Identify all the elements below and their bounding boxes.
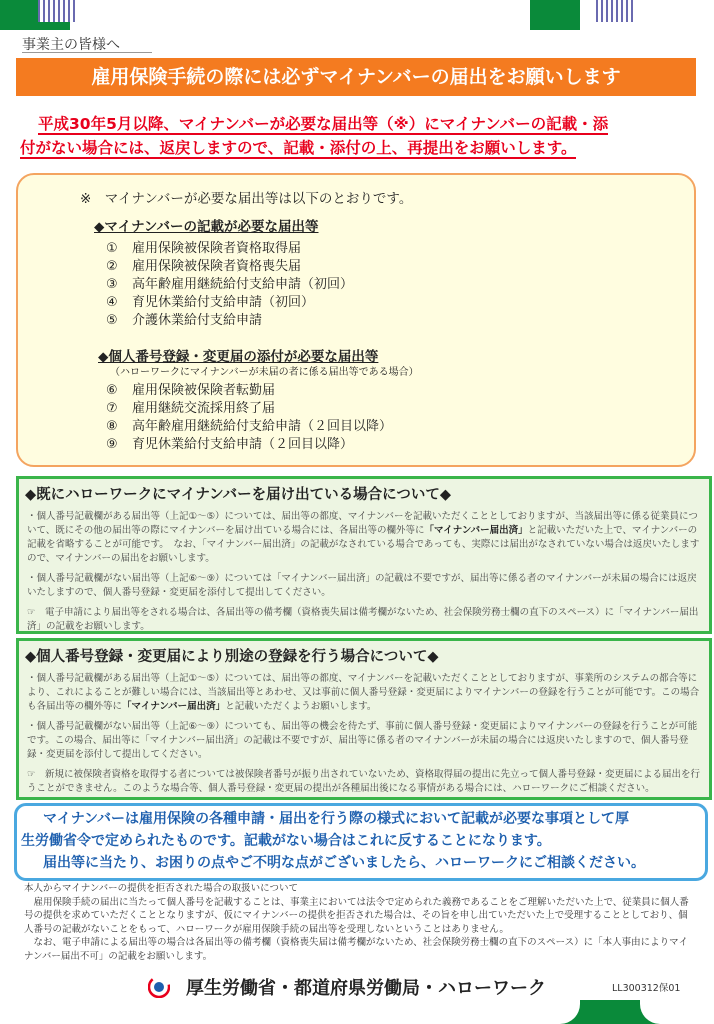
blue-line-3: 届出等に当たり、お困りの点やご不明な点がございましたら、ハローワークにご相談ください。 <box>43 855 645 871</box>
list-item: ④ 育児休業給付支給申請（初回） <box>106 295 315 310</box>
blue-line-1: マイナンバーは雇用保険の各種申請・届出を行う際の様式において記載が必要な事項として厚 <box>43 811 630 827</box>
list-item: ⑦ 雇用継続交流採用終了届 <box>106 401 276 416</box>
note-heading: 本人からマイナンバーの提供を拒否された場合の取扱いについて <box>24 883 298 894</box>
section2-subnote: （ハローワークにマイナンバーが未届の者に係る届出等である場合） <box>110 367 419 378</box>
already-submitted-box <box>16 476 712 634</box>
footer-organization: 厚生労働省・都道府県労働局・ハローワーク <box>186 978 546 999</box>
box-a-paragraph-2: ・個人番号記載欄がない届出等（上記⑥～⑨）については「マイナンバー届出済」の記載は不要ですが、届出等に係る者のマイナンバーが未届の場合には返戻いたしますので、個人番号登録・変更届を添付して提出してください。 <box>27 573 697 598</box>
separate-registration-box <box>16 638 712 800</box>
box-b-paragraph-1: ・個人番号記載欄がある届出等（上記①～⑤）については、届出等の都度、マイナンバーを記載いただくこととしておりますが、事業所のシステムの都合等により、これによることが難しい場合には、当該届出等とあわせ、又は事前に個人番号登録・変更届によりマイナンバーの登録を行うことが可能です。この場合も各届出等の欄外等に「マイナンバー届出済」と記載いただくようお願いします。 <box>27 673 700 712</box>
greeting: 事業主の皆様へ <box>22 37 120 53</box>
list-item: ⑤ 介護休業給付支給申請 <box>106 313 263 328</box>
mhlw-logo-icon <box>148 976 170 998</box>
required-forms-box <box>16 173 696 467</box>
note-paragraph-2: なお、電子申請による届出等の場合は各届出等の備考欄（資格喪失届は備考欄がないため、社会保険労務士欄の直下のスペース）に「本人事由によりマイナンバー届出不可」の記載をお願いします。 <box>24 937 688 962</box>
document-code: LL300312保01 <box>612 983 681 994</box>
section2-heading: ◆個人番号登録・変更届の添付が必要な届出等 <box>98 349 379 365</box>
box-a-paragraph-1: ・個人番号記載欄がある届出等（上記①～⑤）については、届出等の都度、マイナンバーを記載いただくこととしておりますが、当該届出等に係る従業員について、既にその他の届出等の際にマイナンバーを届け出ている場合には、各届出等の欄外等に「マイナンバー届出済」と記載いただいた上で、マイナンバーの記載を省略することが可能です。 なお、「マイナンバー届出済」の記載がなされている場合であっても、実際には届出がなされていない場合は返戻いたしますので、マイナンバーの届出をお願いします。 <box>27 511 700 564</box>
list-item: ⑥ 雇用保険被保険者転勤届 <box>106 383 276 398</box>
list-item: ⑨ 育児休業給付支給申請（２回目以降） <box>106 437 354 452</box>
list-item: ② 雇用保険被保険者資格喪失届 <box>106 259 302 274</box>
blue-line-2: 生労働省令で定められたものです。記載がない場合はこれに反することになります。 <box>21 833 551 849</box>
box-b-paragraph-2: ・個人番号記載欄がない届出等（上記⑥～⑨）についても、届出等の機会を待たず、事前に個人番号登録・変更届によりマイナンバーの登録を行うことが可能です。この場合、届出等に「マイナンバー届出済」の記載は不要ですが、届出等に係る者のマイナンバーが未届の場合には返戻いたしますので、個人番号登録・変更届を添付して提出してください。 <box>27 721 698 760</box>
list-item: ③ 高年齢雇用継続給付支給申請（初回） <box>106 277 354 292</box>
return-notice <box>20 112 700 160</box>
box-a-heading: ◆既にハローワークにマイナンバーを届け出ている場合について◆ <box>25 487 451 503</box>
stripe-decoration <box>596 0 636 22</box>
legal-notice-box <box>14 803 708 881</box>
refusal-handling-note <box>24 882 690 963</box>
bottom-decoration-bar <box>0 1000 714 1024</box>
notice-line-1: 平成30年5月以降、マイナンバーが必要な届出等（※）にマイナンバーの記載・添 <box>38 115 609 133</box>
list-intro: ※ マイナンバーが必要な届出等は以下のとおりです。 <box>80 191 413 207</box>
stripe-decoration <box>38 0 78 22</box>
box-a-paragraph-3: ☞ 電子申請により届出等をされる場合は、各届出等の備考欄（資格喪失届は備考欄がないため、社会保険労務士欄の直下のスペース）に「マイナンバー届出済」の記載をお願いします。 <box>27 607 699 632</box>
notice-line-2: 付がない場合には、返戻しますので、記載・添付の上、再提出をお願いします。 <box>20 139 577 157</box>
note-paragraph-1: 雇用保険手続の届出に当たって個人番号を記載することは、事業主においては法令で定められた義務であることをご理解いただいた上で、従業員に個人番号の提供を求めていただくこととなりますが、仮にマイナンバーの提供を拒否された場合は、その旨を申し出ていただいた上で受理することとしており、個人番号の記載がないことをもって、ハローワークが雇用保険手続の届出等を受理しないということはありません。 <box>24 896 689 935</box>
divider <box>22 52 152 53</box>
section1-heading: ◆マイナンバーの記載が必要な届出等 <box>94 219 319 235</box>
list-item: ⑧ 高年齢雇用継続給付支給申請（２回目以降） <box>106 419 393 434</box>
box-b-paragraph-3: ☞ 新規に被保険者資格を取得する者については被保険者番号が振り出されていないため、資格取得届の提出に先立って個人番号登録・変更届による届出を行うことができません。このような場合等、個人番号登録・変更届の提出が各種届出後になる事情がある場合には、ハローワークにご相談ください。 <box>27 769 700 794</box>
box-b-heading: ◆個人番号登録・変更届により別途の登録を行う場合について◆ <box>25 649 439 665</box>
page-title: 雇用保険手続の際には必ずマイナンバーの届出をお願いします <box>16 58 696 96</box>
list-item: ① 雇用保険被保険者資格取得届 <box>106 241 302 256</box>
